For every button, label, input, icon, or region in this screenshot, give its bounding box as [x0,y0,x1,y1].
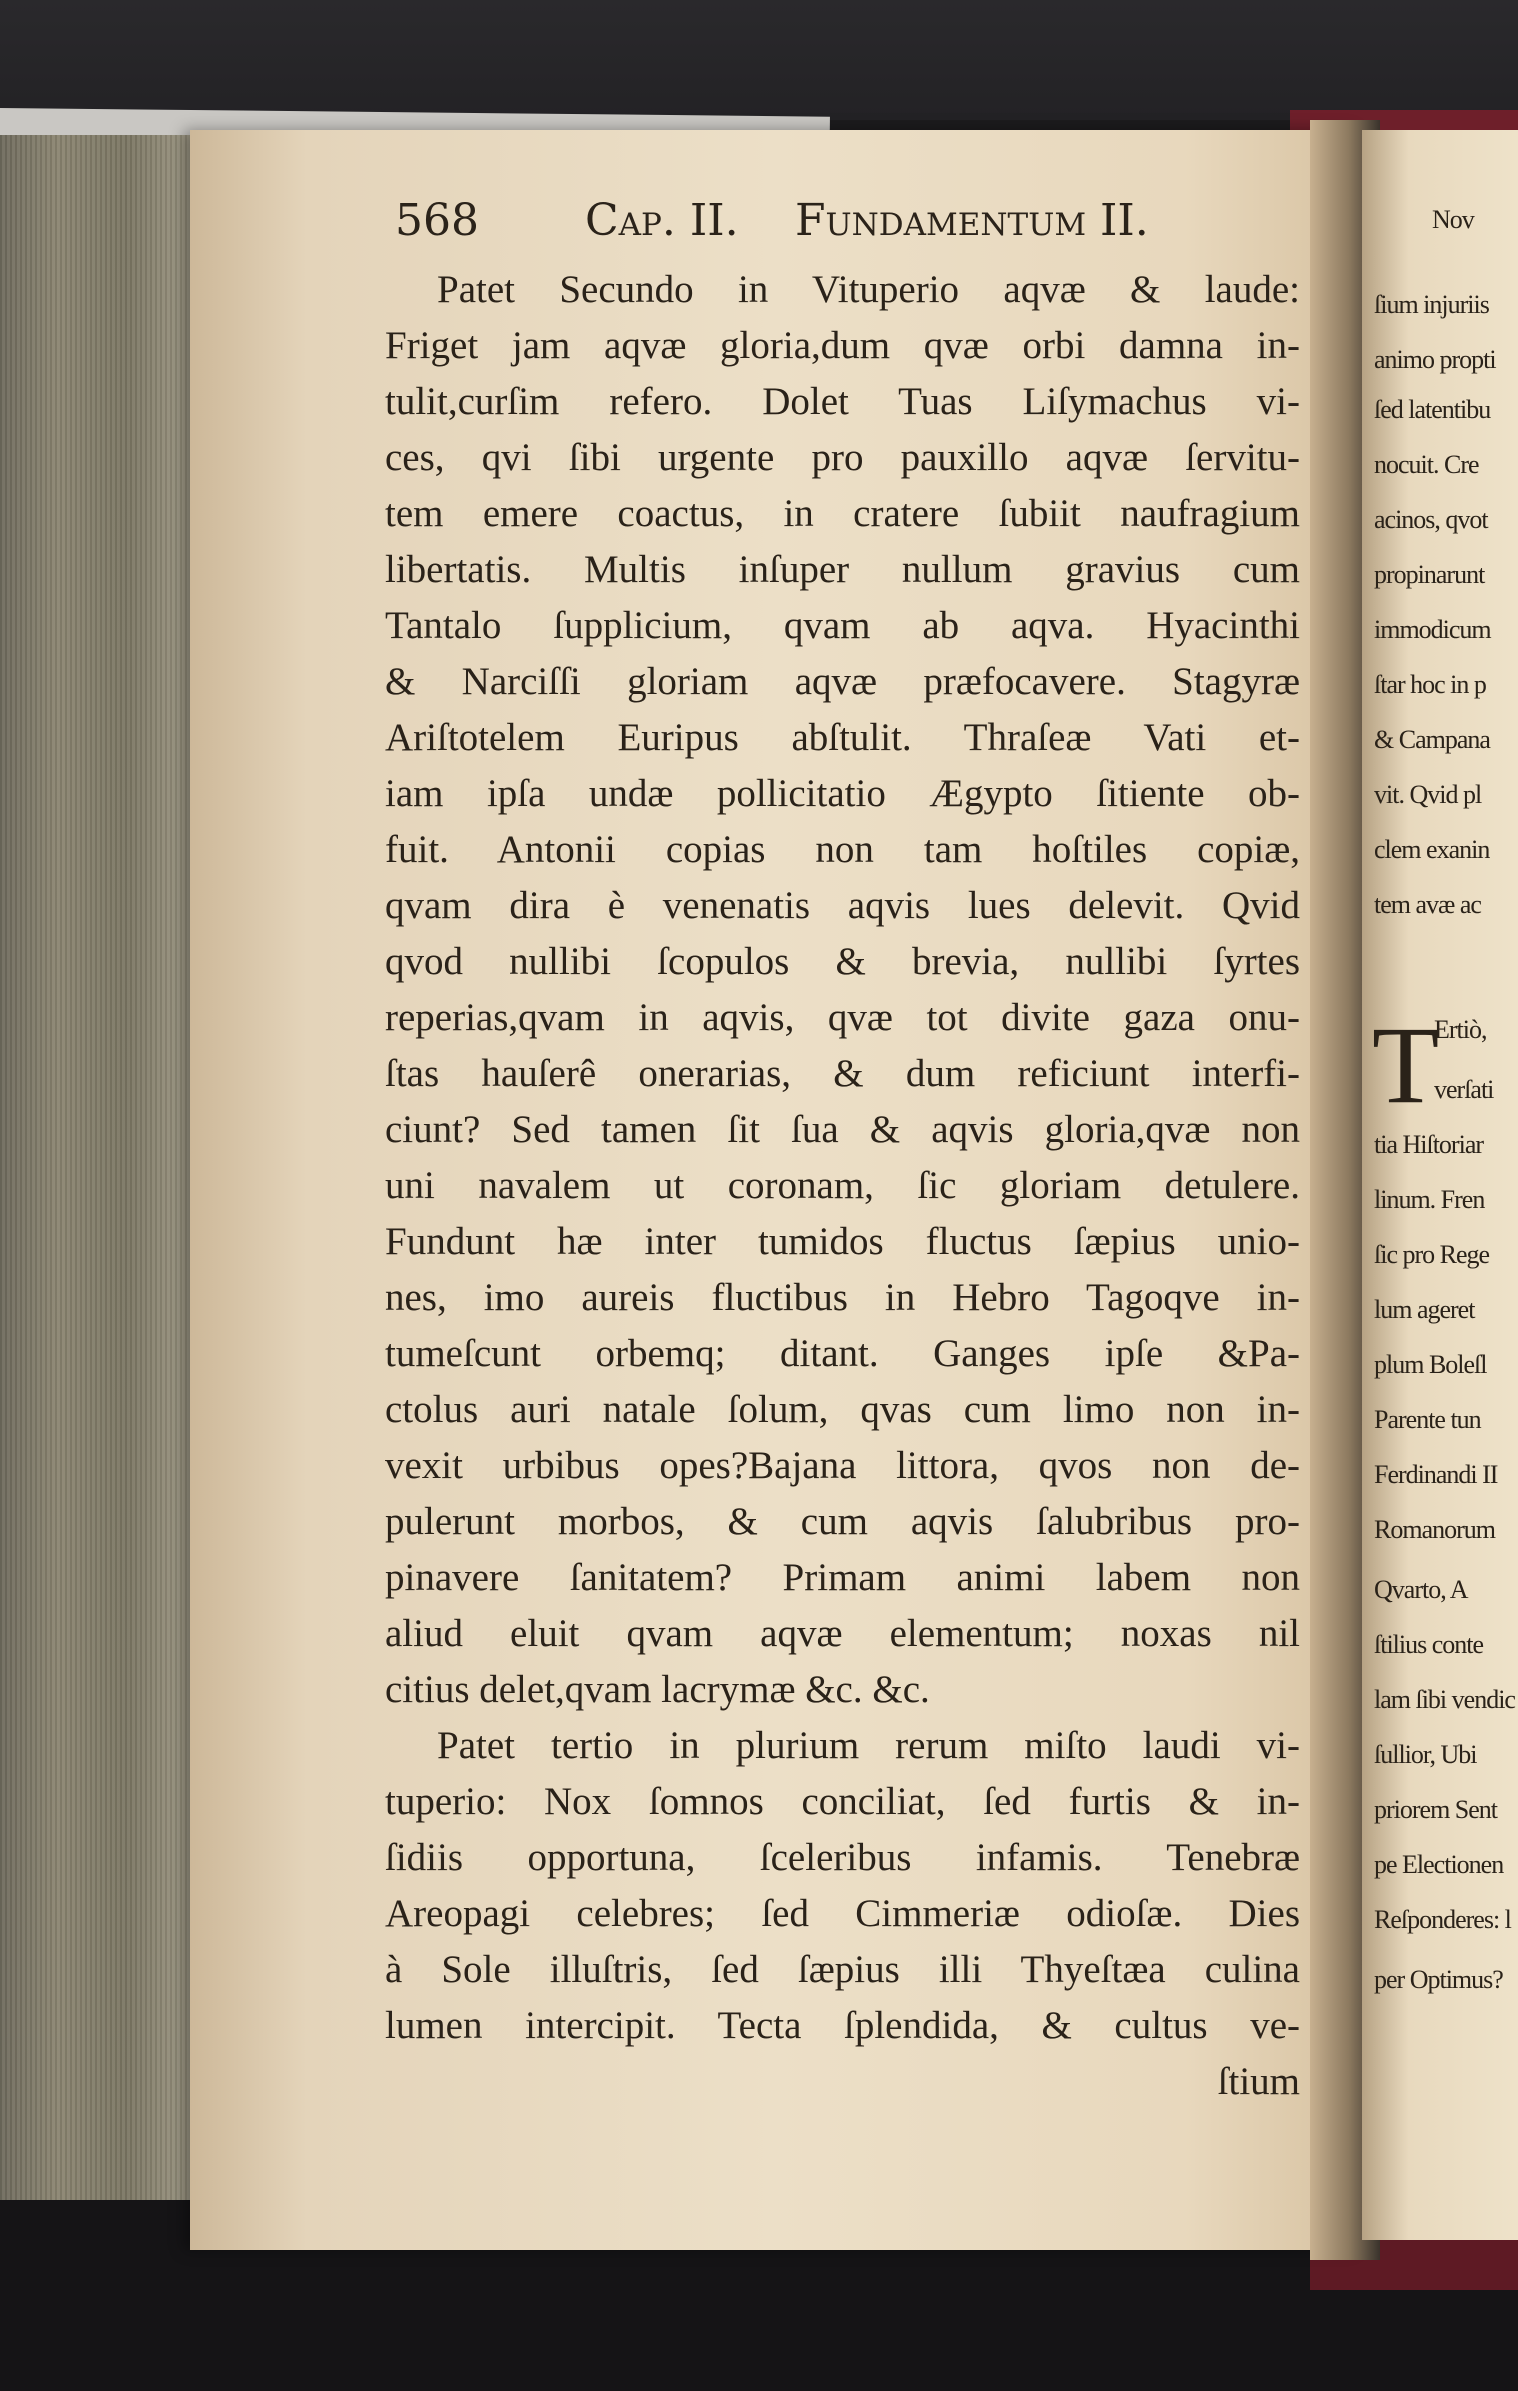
facing-page-line: & Campana [1374,725,1490,754]
facing-page-line: lum ageret [1374,1295,1475,1324]
chapter-label: Cap. II. [585,195,739,246]
facing-page-line: ſullior, Ubi [1374,1740,1477,1769]
facing-page-line: linum. Fren [1374,1185,1485,1214]
page-number: 568 [395,195,479,246]
text-line: Patet tertio in plurium rerum miſto laudi vi- [437,1724,1300,1767]
facing-page-line: Ertiò, [1434,1015,1487,1044]
body-text [385,262,1300,2110]
facing-page-line: ſium injuriis [1374,290,1489,319]
text-line: nes, imo aureis fluctibus in Hebro Tagoqve in- [385,1276,1300,1319]
facing-page-line: tem avæ ac [1374,890,1481,919]
facing-page-line: ſtilius conte [1374,1630,1484,1659]
text-line: qvam dira è venenatis aqvis lues delevit. Qvid [385,884,1300,927]
scanner-background-top [0,0,1518,120]
facing-page-line: Qvarto, A [1374,1575,1468,1604]
text-line: tuperio: Nox ſomnos conciliat, ſed furtis & in- [385,1780,1300,1823]
text-line: libertatis. Multis inſuper nullum gravius cum [385,548,1300,591]
facing-page-line: Parente tun [1374,1405,1481,1434]
text-line: Tantalo ſupplicium, qvam ab aqva. Hyacinthi [385,604,1300,647]
text-line: Ariſtotelem Euripus abſtulit. Thraſeæ Vati et- [385,716,1300,759]
text-line: ctolus auri natale ſolum, qvas cum limo non in- [385,1388,1300,1431]
text-line: uni navalem ut coronam, ſic gloriam detulere. [385,1164,1300,1207]
facing-page-line: animo propti [1374,345,1496,374]
text-line: aliud eluit qvam aqvæ elementum; noxas nil [385,1612,1300,1655]
facing-page-line: ſtar hoc in p [1374,670,1486,699]
text-line: tem emere coactus, in cratere ſubiit naufragium [385,492,1300,535]
text-line: fuit. Antonii copias non tam hoſtiles copiæ, [385,828,1300,871]
facing-page-line: pe Electionen [1374,1850,1504,1879]
facing-page-line: priorem Sent [1374,1795,1498,1824]
text-line: ſtas hauſerê onerarias, & dum reficiunt interfi- [385,1052,1300,1095]
text-line: tulit,curſim refero. Dolet Tuas Liſymachus vi- [385,380,1300,423]
text-line: tumeſcunt orbemq; ditant. Ganges ipſe &Pa- [385,1332,1300,1375]
text-line: ſidiis opportuna, ſceleribus infamis. Tenebræ [385,1836,1300,1879]
facing-page-initial: T [1372,1004,1440,1126]
text-line: à Sole illuſtris, ſed ſæpius illi Thyeſtæa culina [385,1948,1300,1991]
text-line: vexit urbibus opes?Bajana littora, qvos non de- [385,1444,1300,1487]
text-line: & Narciſſi gloriam aqvæ præfocavere. Stagyræ [385,660,1300,703]
text-line: citius delet,qvam lacrymæ &c. &c. [385,1668,930,1711]
text-line: ciunt? Sed tamen ſit ſua & aqvis gloria,qvæ non [385,1108,1300,1151]
text-line: ces, qvi ſibi urgente pro pauxillo aqvæ ſervitu- [385,436,1300,479]
text-line: iam ipſa undæ pollicitatio Ægypto ſitiente ob- [385,772,1300,815]
facing-page-line: lam ſibi vendic [1374,1685,1515,1714]
facing-page-line: tia Hiſtoriar [1374,1130,1484,1159]
facing-page-line: clem exanin [1374,835,1490,864]
facing-page-line: Nov [1432,205,1474,234]
running-title: Fundamentum II. [795,195,1149,246]
catchword: ſtium [1217,2060,1300,2103]
facing-page-line: verſati [1434,1075,1494,1104]
facing-page-fragment [1362,130,1518,2240]
facing-page-line: ſed latentibu [1374,395,1491,424]
text-line: Fundunt hæ inter tumidos fluctus ſæpius unio- [385,1220,1300,1263]
facing-page-line: propinarunt [1374,560,1485,589]
text-line: pulerunt morbos, & cum aqvis ſalubribus pro- [385,1500,1300,1543]
facing-page-line: immodicum [1374,615,1491,644]
text-line: qvod nullibi ſcopulos & brevia, nullibi ſyrtes [385,940,1300,983]
facing-page-line: Reſponderes: l [1374,1905,1511,1934]
text-line: reperias,qvam in aqvis, qvæ tot divite gaza onu- [385,996,1300,1039]
facing-page-line: ſic pro Rege [1374,1240,1490,1269]
facing-page-line: Ferdinandi II [1374,1460,1498,1489]
facing-page-line: plum Boleſl [1374,1350,1487,1379]
text-line: pinavere ſanitatem? Primam animi labem non [385,1556,1300,1599]
facing-page-line: acinos, qvot [1374,505,1488,534]
text-line: lumen intercipit. Tecta ſplendida, & cultus ve- [385,2004,1300,2047]
facing-page-line: Romanorum [1374,1515,1495,1544]
text-line: Patet Secundo in Vituperio aqvæ & laude: [437,268,1300,311]
facing-page-line: nocuit. Cre [1374,450,1479,479]
text-line: Friget jam aqvæ gloria,dum qvæ orbi damna in- [385,324,1300,367]
facing-page-line: per Optimus? [1374,1965,1503,1994]
text-line: Areopagi celebres; ſed Cimmeriæ odioſæ. Dies [385,1892,1300,1935]
facing-page-line: vit. Qvid pl [1374,780,1482,809]
running-header [395,195,1155,255]
